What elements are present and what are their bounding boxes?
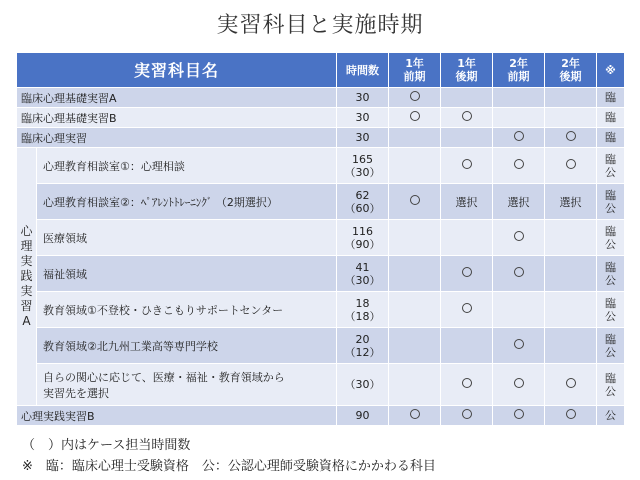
period-y1-first-circle [410, 409, 420, 419]
course-name [17, 128, 337, 148]
group-label-char: 心 [20, 224, 33, 238]
period-cell-y2-first [493, 328, 545, 364]
course-hours-value: 41 [355, 260, 370, 274]
qualification-mark [597, 88, 625, 108]
course-name [37, 184, 337, 220]
course-name-text: 教育領域①不登校・ひきこもりサポートセンター [43, 303, 284, 317]
period-y1-first-circle [410, 195, 420, 205]
period-cell-y1-first [389, 128, 441, 148]
period-cell-y2-first [493, 88, 545, 108]
header-y1-first-text: 1年 前期 [403, 57, 426, 83]
course-case-hours: （90） [344, 237, 381, 251]
course-name [37, 220, 337, 256]
course-name-text: 臨床心理基礎実習B [21, 111, 117, 125]
course-hours-value: 30 [355, 91, 370, 104]
course-name-text: 心理教育相談室②：ﾍﾟｱﾚﾝﾄﾄﾚｰﾆﾝｸﾞ （2期選択） [43, 195, 278, 209]
period-y1-second-circle [462, 267, 472, 277]
period-cell-y2-first [493, 148, 545, 184]
qualification-mark-value-2: 公 [605, 384, 617, 398]
qualification-mark-value: 公 [605, 409, 617, 422]
course-name [37, 148, 337, 184]
period-y2-second-circle [566, 159, 576, 169]
qualification-mark-value: 臨 [605, 131, 617, 144]
course-name-text: 心理教育相談室①：心理相談 [43, 159, 185, 173]
period-cell-y2-first [493, 364, 545, 406]
course-hours [337, 256, 389, 292]
table-row [17, 406, 625, 426]
qualification-mark [597, 364, 625, 406]
period-cell-y2-second [545, 364, 597, 406]
table-row [17, 220, 625, 256]
qualification-mark-value: 臨 [605, 260, 617, 274]
course-hours [337, 364, 389, 406]
period-y2-first-circle [514, 267, 524, 277]
course-hours [337, 184, 389, 220]
course-name-text-line2: 実習先を選択 [43, 386, 109, 400]
qualification-mark-value: 臨 [605, 91, 617, 104]
period-cell-y1-first [389, 148, 441, 184]
period-cell-y1-first [389, 256, 441, 292]
course-hours-value: 165 [352, 152, 374, 166]
course-name-text: 臨床心理実習 [21, 131, 87, 145]
qualification-mark [597, 220, 625, 256]
qualification-mark-value: 臨 [605, 152, 617, 166]
group-label-char: A [22, 314, 31, 328]
course-table [16, 52, 625, 426]
period-cell-y1-second [441, 108, 493, 128]
period-y2-second-circle [566, 131, 576, 141]
qualification-mark-value: 臨 [605, 371, 617, 385]
table-row [17, 328, 625, 364]
period-y1-second-circle [462, 303, 472, 313]
period-cell-y2-first [493, 292, 545, 328]
group-label-char: 習 [20, 299, 33, 313]
course-hours [337, 88, 389, 108]
qualification-mark-value: 臨 [605, 111, 617, 124]
course-name [37, 256, 337, 292]
course-hours-value: 30 [355, 111, 370, 124]
course-name-text: 臨床心理基礎実習A [21, 91, 117, 105]
course-hours-value: 116 [352, 224, 374, 238]
course-hours-value: 18 [355, 296, 370, 310]
period-cell-y2-first [493, 256, 545, 292]
period-cell-y2-second [545, 256, 597, 292]
header-course-name: 実習科目名 [17, 53, 337, 88]
course-name [37, 328, 337, 364]
course-name-text: 教育領域②北九州工業高等専門学校 [43, 339, 218, 353]
period-cell-y2-first: 選択 [493, 184, 545, 220]
period-cell-y1-first [389, 108, 441, 128]
group-label-char: 理 [20, 239, 33, 253]
course-hours-value: 90 [355, 409, 370, 422]
qualification-mark [597, 256, 625, 292]
course-name [17, 88, 337, 108]
header-y2-first [493, 53, 545, 88]
period-cell-y1-second [441, 220, 493, 256]
period-y2-first-circle [514, 131, 524, 141]
qualification-mark-value-2: 公 [605, 345, 617, 359]
header-hours: 時間数 [337, 53, 389, 88]
course-name [37, 364, 337, 406]
qualification-mark-value-2: 公 [605, 309, 617, 323]
period-cell-y1-second [441, 256, 493, 292]
qualification-mark-value-2: 公 [605, 237, 617, 251]
course-hours [337, 108, 389, 128]
period-y2-first-circle [514, 159, 524, 169]
header-mark: ※ [597, 53, 625, 88]
period-cell-y2-second [545, 220, 597, 256]
table-row [17, 364, 625, 406]
period-y2-first-circle [514, 231, 524, 241]
period-y2-second-circle [566, 378, 576, 388]
period-cell-y1-second: 選択 [441, 184, 493, 220]
period-y1-second-circle [462, 111, 472, 121]
period-y1-second-circle [462, 159, 472, 169]
qualification-mark [597, 406, 625, 426]
period-y2-first-circle [514, 409, 524, 419]
period-y2-first-circle [514, 339, 524, 349]
course-hours [337, 220, 389, 256]
note-qualification: ※ 臨：臨床心理士受験資格 公：公認心理師受験資格にかかわる科目 [22, 459, 436, 474]
course-name-text: 自らの関心に応じて、医療・福祉・教育領域から [43, 370, 285, 384]
qualification-mark [597, 292, 625, 328]
period-cell-y1-first [389, 220, 441, 256]
qualification-mark-value-2: 公 [605, 165, 617, 179]
header-y1-first [389, 53, 441, 88]
table-row [17, 256, 625, 292]
course-hours [337, 292, 389, 328]
course-case-hours: （60） [344, 201, 381, 215]
period-y1-second-circle [462, 378, 472, 388]
note-case-hours: （ ）内はケース担当時間数 [22, 438, 191, 453]
course-case-hours: （18） [344, 309, 381, 323]
period-cell-y2-second [545, 406, 597, 426]
group-label-char: 実 [20, 254, 33, 268]
qualification-mark [597, 328, 625, 364]
period-cell-y2-second [545, 328, 597, 364]
course-case-hours: （30） [344, 165, 381, 179]
period-cell-y1-first [389, 88, 441, 108]
table-row [17, 292, 625, 328]
period-cell-y2-second [545, 148, 597, 184]
period-cell-y1-second [441, 364, 493, 406]
header-y1-second [441, 53, 493, 88]
period-cell-y2-second [545, 292, 597, 328]
period-cell-y1-second [441, 292, 493, 328]
course-case-hours: （30） [344, 273, 381, 287]
header-y1-second-text: 1年 後期 [455, 57, 478, 83]
period-cell-y1-second [441, 148, 493, 184]
period-cell-y2-second [545, 108, 597, 128]
table-body [17, 88, 625, 426]
period-cell-y2-first [493, 108, 545, 128]
course-name-text: 心理実践実習B [21, 409, 95, 423]
course-name [17, 108, 337, 128]
course-hours [337, 128, 389, 148]
course-hours-value: 30 [355, 131, 370, 144]
qualification-mark-value: 臨 [605, 188, 617, 202]
period-cell-y1-second [441, 128, 493, 148]
period-cell-y1-second [441, 328, 493, 364]
period-cell-y1-first [389, 406, 441, 426]
period-cell-y1-second [441, 88, 493, 108]
period-cell-y1-first [389, 292, 441, 328]
qualification-mark [597, 128, 625, 148]
course-case-hours: （30） [344, 378, 381, 391]
course-name [17, 406, 337, 426]
period-cell-y1-first [389, 184, 441, 220]
period-cell-y2-second: 選択 [545, 184, 597, 220]
period-cell-y2-first [493, 406, 545, 426]
course-hours-value: 20 [355, 332, 370, 346]
header-y2-first-text: 2年 前期 [507, 57, 530, 83]
table-row [17, 108, 625, 128]
group-label-char: 実 [20, 284, 33, 298]
course-hours [337, 328, 389, 364]
period-y2-second-circle [566, 409, 576, 419]
header-y2-second [545, 53, 597, 88]
course-hours [337, 406, 389, 426]
course-hours [337, 148, 389, 184]
header-y2-second-text: 2年 後期 [559, 57, 582, 83]
group-label-char: 践 [20, 269, 33, 283]
qualification-mark [597, 184, 625, 220]
period-y1-second-circle [462, 409, 472, 419]
period-y2-first-circle [514, 378, 524, 388]
qualification-mark-value-2: 公 [605, 273, 617, 287]
period-cell-y2-first [493, 220, 545, 256]
period-y1-first-circle [410, 91, 420, 101]
period-cell-y2-first [493, 128, 545, 148]
period-cell-y2-second [545, 88, 597, 108]
course-hours-value: 62 [355, 188, 370, 202]
table-row [17, 128, 625, 148]
qualification-mark-value: 臨 [605, 332, 617, 346]
table-row [17, 148, 625, 184]
qualification-mark [597, 108, 625, 128]
page-title: 実習科目と実施時期 [216, 13, 424, 38]
qualification-mark-value: 臨 [605, 296, 617, 310]
period-cell-y1-first [389, 328, 441, 364]
period-y1-first-circle [410, 111, 420, 121]
group-label-practice-a [17, 148, 37, 406]
period-cell-y1-first [389, 364, 441, 406]
period-cell-y1-second [441, 406, 493, 426]
period-cell-y2-second [545, 128, 597, 148]
course-name-text: 医療領域 [43, 231, 87, 245]
table-row [17, 88, 625, 108]
qualification-mark-value: 臨 [605, 224, 617, 238]
table-row [17, 184, 625, 220]
course-name-text: 福祉領域 [43, 267, 87, 281]
qualification-mark-value-2: 公 [605, 201, 617, 215]
course-name [37, 292, 337, 328]
qualification-mark [597, 148, 625, 184]
course-case-hours: （12） [344, 345, 381, 359]
